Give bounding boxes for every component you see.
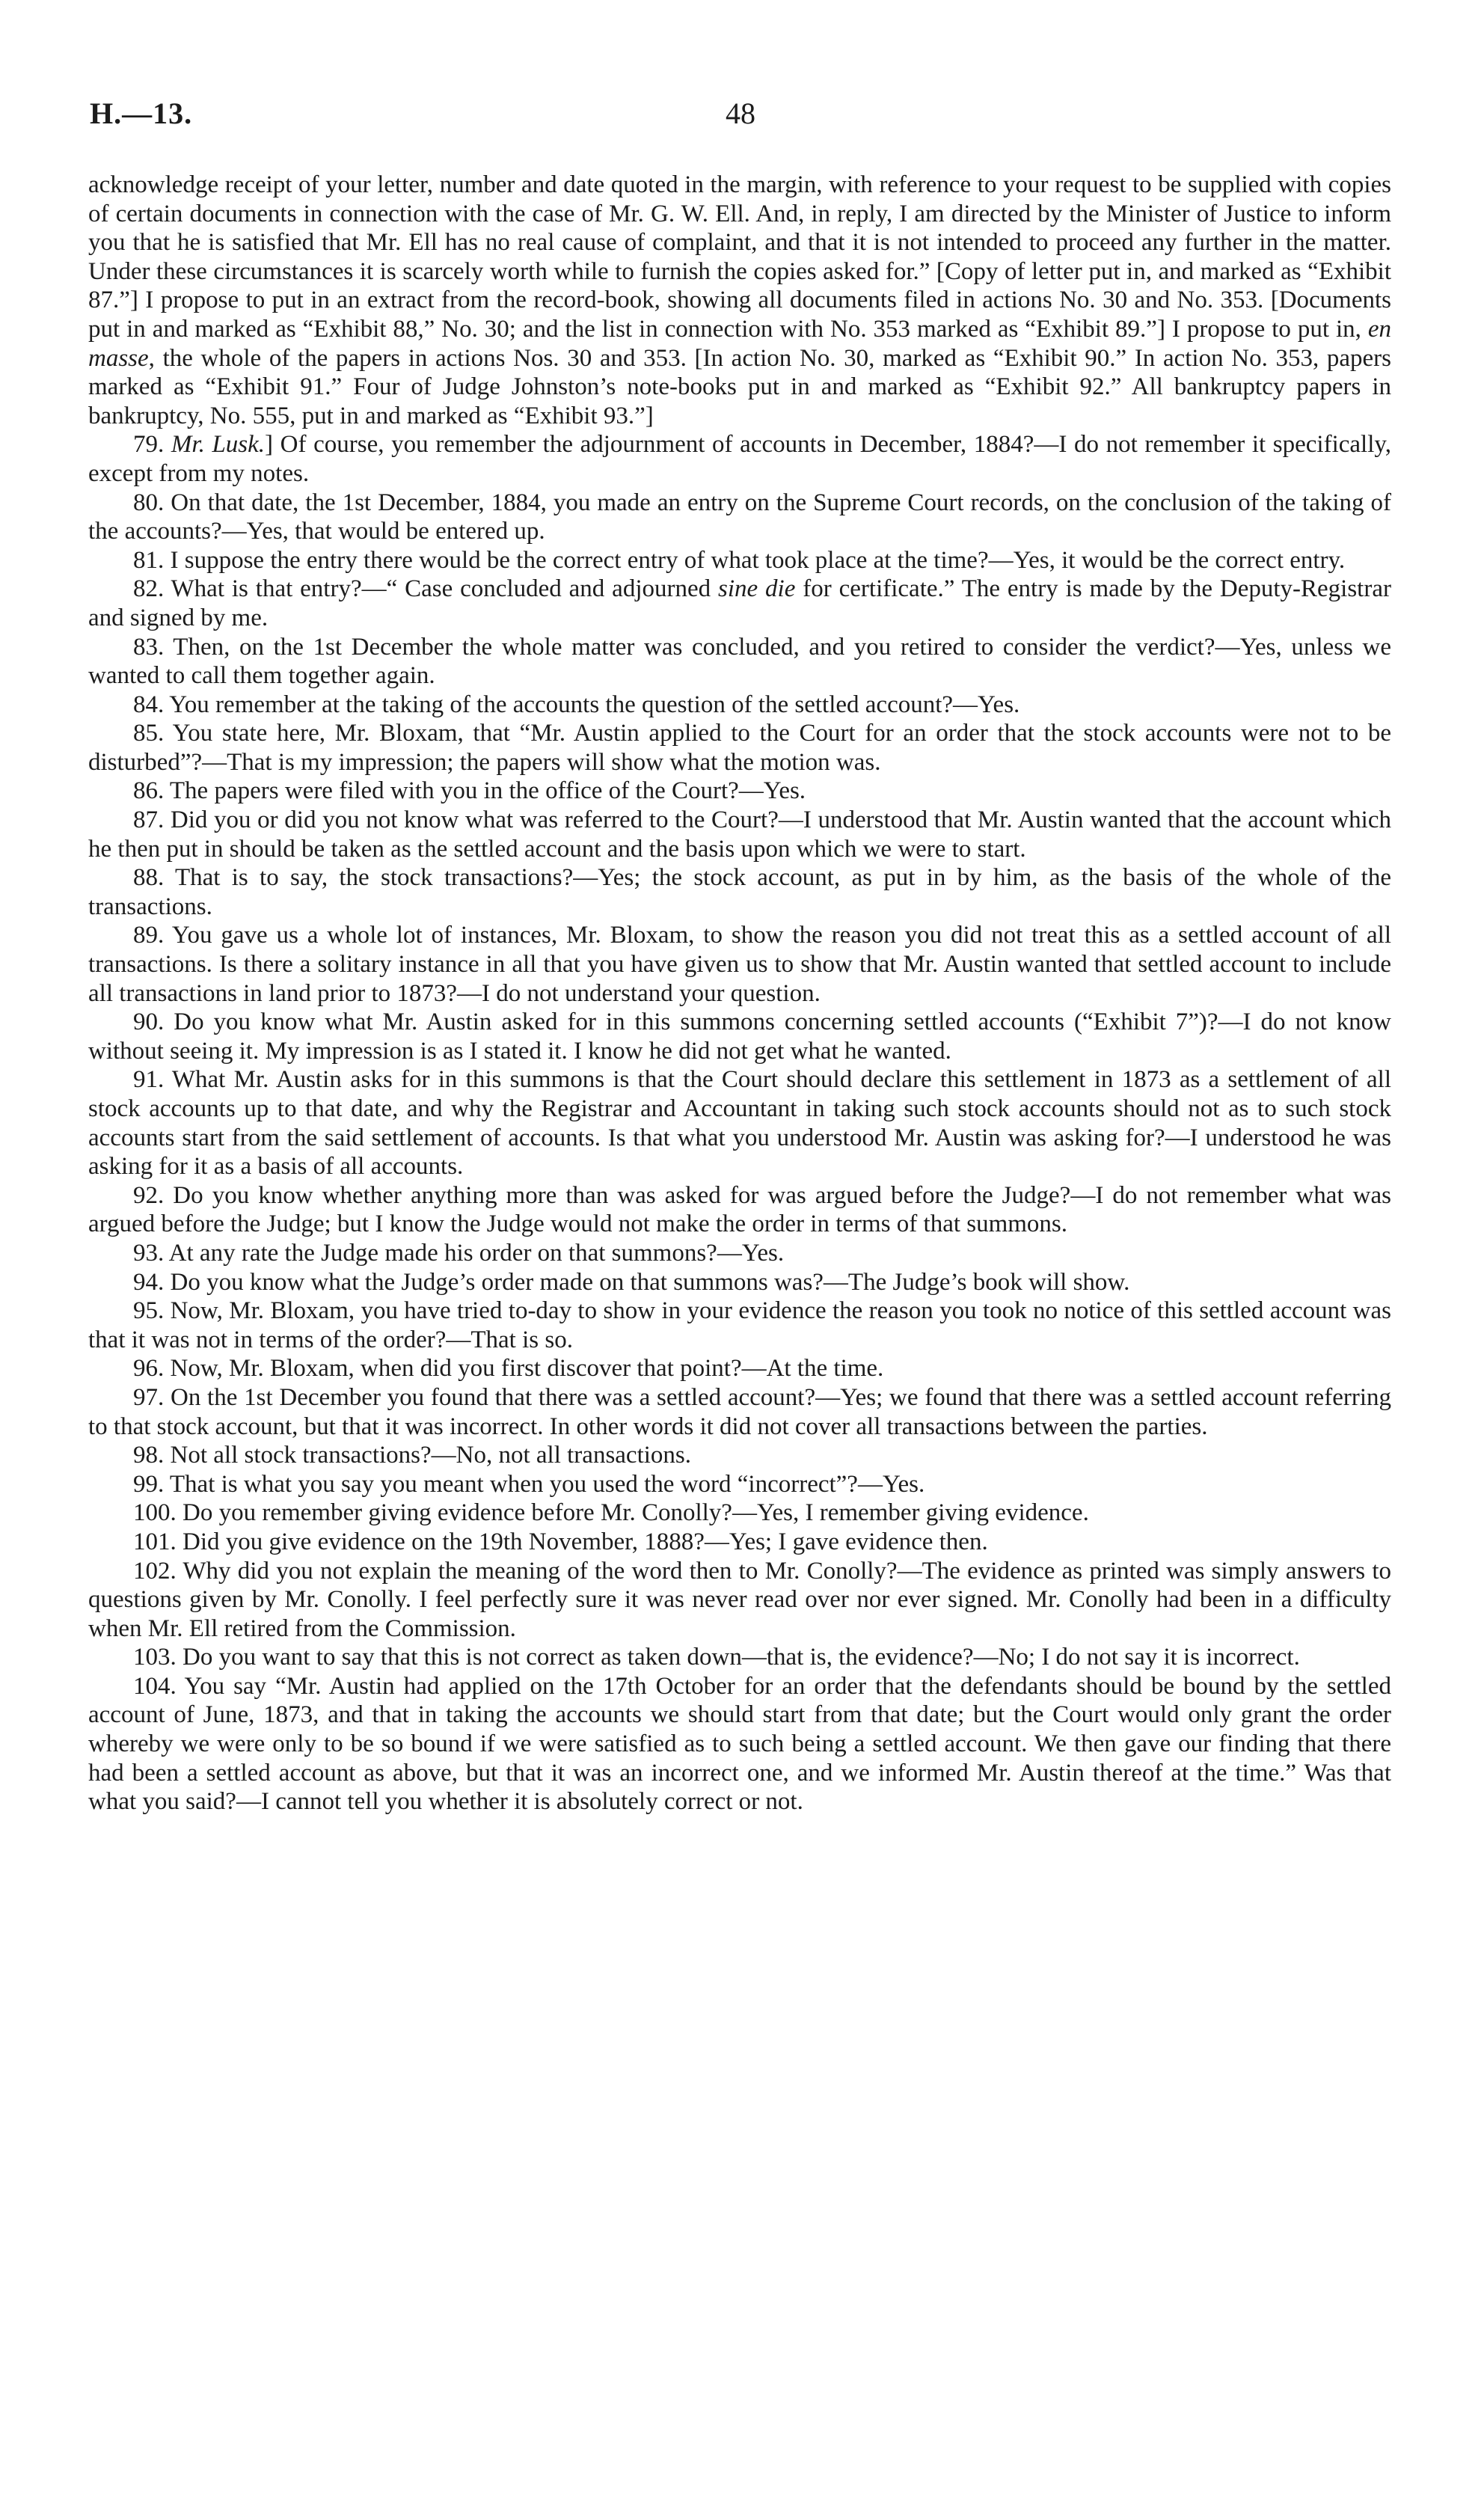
text-segment: 94. Do you know what the Judge’s order made on that summons was?—The Judge’s book will show.: [133, 1268, 1130, 1296]
question-answer-paragraph: [88, 1239, 1391, 1268]
text-segment: 101. Did you give evidence on the 19th November, 1888?—Yes; I gave evidence then.: [133, 1528, 988, 1555]
text-segment: 96. Now, Mr. Bloxam, when did you first discover that point?—At the time.: [133, 1355, 884, 1383]
question-answer-paragraph: [88, 1557, 1391, 1644]
question-answer-paragraph: [88, 1441, 1391, 1470]
text-segment: 82. What is that entry?—“ Case concluded and adjourned: [133, 575, 719, 603]
question-answer-paragraph: [88, 719, 1391, 777]
question-answer-paragraph: [88, 777, 1391, 806]
text-segment: 88. That is to say, the stock transactions?—Yes; the stock account, as put in by him, as the basis of the whole of the transactions.: [88, 864, 1391, 920]
question-answer-paragraph: [88, 430, 1391, 488]
text-segment: 81. I suppose the entry there would be the correct entry of what took place at the time?—Yes, it would be the correct entry.: [133, 546, 1346, 574]
text-segment: 80. On that date, the 1st December, 1884, you made an entry on the Supreme Court records, on the conclusion of the taking of the accounts?—Yes, that would be entered up.: [88, 489, 1391, 545]
question-answer-paragraph: [88, 633, 1391, 691]
text-segment: 87. Did you or did you not know what was referred to the Court?—I understood that Mr. Austin wanted that the account which he then put in should be taken as the settled account and the basis upon which we were to start.: [88, 806, 1391, 863]
question-answer-paragraph: [88, 1383, 1391, 1441]
text-segment: 95. Now, Mr. Bloxam, you have tried to-day to show in your evidence the reason you took no notice of this settled account was that it was not in terms of the order?—That is so.: [88, 1297, 1391, 1353]
text-segment: , the whole of the papers in actions Nos. 30 and 353. [In action No. 30, marked as “Exhibit 90.” In action No. 353, papers marked as “Exhibit 91.” Four of Judge Johnston’s note-books put in and marked as “Exhibit 92.” All bankruptcy papers in bankruptcy, No. 555, put in and marked as “Exhibit 93.”]: [88, 344, 1391, 429]
question-answer-paragraph: [88, 1643, 1391, 1672]
text-segment: 89. You gave us a whole lot of instances, Mr. Bloxam, to show the reason you did not treat this as a settled account of all transactions. Is there a solitary instance in all that you have given us to show that Mr. Austin wanted that settled account to include all transactions in land prior to 1873?—I do not understand your question.: [88, 922, 1391, 1007]
question-answer-paragraph: [88, 1268, 1391, 1297]
question-answer-paragraph: [88, 1672, 1391, 1816]
text-segment: 92. Do you know whether anything more than was asked for was argued before the Judge?—I do not remember what was argued before the Judge; but I know the Judge would not make the order in terms of that summons.: [88, 1181, 1391, 1238]
italic-text-segment: Mr. Lusk.: [171, 431, 266, 459]
text-segment: 97. On the 1st December you found that there was a settled account?—Yes; we found that there was a settled account referring to that stock account, but that it was incorrect. In other words it did not cover all transactions between the parties.: [88, 1383, 1391, 1440]
question-answer-paragraph: [88, 921, 1391, 1008]
evidence-text: [88, 171, 1391, 1816]
question-answer-paragraph: [88, 575, 1391, 632]
italic-text-segment: sine die: [718, 575, 796, 603]
italic-text-segment: en masse: [88, 315, 1391, 372]
question-answer-paragraph: [88, 806, 1391, 863]
question-answer-paragraph: [88, 489, 1391, 546]
text-segment: for certificate.” The entry is made by the Deputy-Registrar and signed by me.: [88, 575, 1391, 631]
question-answer-paragraph: [88, 1354, 1391, 1383]
text-segment: acknowledge receipt of your letter, number and date quoted in the margin, with reference to your request to be supplied with copies of certain documents in connection with the case of Mr. G. W. Ell. And, in reply, I am directed by the Minister of Justice to inform you that he is satisfied that Mr. Ell has no real cause of complaint, and that it is not intended to proceed any further in the matter. Under these circumstances it is scarcely worth while to furnish the copies asked for.” [Copy of letter put in, and marked as “Exhibit 87.”] I propose to put in an extract from the record-book, showing all documents filed in actions No. 30 and No. 353. [Documents put in and marked as “Exhibit 88,” No. 30; and the list in connection with No. 353 marked as “Exhibit 89.”] I propose to put in,: [88, 171, 1391, 343]
question-answer-paragraph: [88, 691, 1391, 720]
text-segment: 79.: [133, 431, 171, 459]
question-answer-paragraph: [88, 1470, 1391, 1499]
text-segment: 86. The papers were filed with you in the office of the Court?—Yes.: [133, 777, 806, 805]
text-segment: 93. At any rate the Judge made his order on that summons?—Yes.: [133, 1239, 785, 1267]
text-segment: 102. Why did you not explain the meaning of the word then to Mr. Conolly?—The evidence as printed was simply answers to questions given by Mr. Conolly. I feel perfectly sure it was never read over nor ever signed. Mr. Conolly had been in a difficulty when Mr. Ell retired from the Commission.: [88, 1557, 1391, 1642]
continued-letter-paragraph: [88, 171, 1391, 430]
text-segment: 100. Do you remember giving evidence before Mr. Conolly?—Yes, I remember giving evidence.: [133, 1499, 1089, 1527]
page-header: [90, 96, 1391, 138]
text-segment: 90. Do you know what Mr. Austin asked for in this summons concerning settled accounts (“Exhibit 7”)?—I do not know without seeing it. My impression is as I stated it. I know he did not get what he wanted.: [88, 1008, 1391, 1065]
question-answer-paragraph: [88, 1008, 1391, 1065]
question-answer-paragraph: [88, 1297, 1391, 1354]
page-number: 48: [726, 97, 755, 130]
text-segment: 85. You state here, Mr. Bloxam, that “Mr. Austin applied to the Court for an order that the stock accounts were not to be disturbed”?—That is my impression; the papers will show what the motion was.: [88, 720, 1391, 776]
text-segment: 104. You say “Mr. Austin had applied on the 17th October for an order that the defendants should be bound by the settled account of June, 1873, and that in taking the accounts we should start from that date; but the Court would only grant the order whereby we were only to be so bound if we were satisfied as to such being a settled account. We then gave our finding that there had been a settled account as above, but that it was an incorrect one, and we informed Mr. Austin thereof at the time.” Was that what you said?—I cannot tell you whether it is absolutely correct or not.: [88, 1672, 1391, 1816]
text-segment: 91. What Mr. Austin asks for in this summons is that the Court should declare this settlement in 1873 as a settlement of all stock accounts up to that date, and why the Registrar and Accountant in taking such stock accounts should not as to such stock accounts start from the said settlement of accounts. Is that what you understood Mr. Austin was asking for?—I understood he was asking for it as a basis of all accounts.: [88, 1066, 1391, 1181]
question-answer-paragraph: [88, 1065, 1391, 1181]
question-answer-paragraph: [88, 1499, 1391, 1528]
question-answer-paragraph: [88, 863, 1391, 921]
text-segment: 98. Not all stock transactions?—No, not all transactions.: [133, 1442, 692, 1469]
text-segment: 99. That is what you say you meant when you used the word “incorrect”?—Yes.: [133, 1470, 925, 1498]
text-segment: 103. Do you want to say that this is not correct as taken down—that is, the evidence?—No; I do not say it is incorrect.: [133, 1644, 1300, 1671]
text-segment: 83. Then, on the 1st December the whole matter was concluded, and you retired to consider the verdict?—Yes, unless we wanted to call them together again.: [88, 633, 1391, 690]
question-answer-paragraph: [88, 546, 1391, 575]
paper-reference: H.—13.: [90, 97, 193, 130]
text-segment: ] Of course, you remember the adjournment of accounts in December, 1884?—I do not remember it specifically, except from my notes.: [88, 431, 1391, 487]
question-answer-paragraph: [88, 1528, 1391, 1557]
text-segment: 84. You remember at the taking of the accounts the question of the settled account?—Yes.: [133, 691, 1020, 718]
question-answer-paragraph: [88, 1181, 1391, 1239]
